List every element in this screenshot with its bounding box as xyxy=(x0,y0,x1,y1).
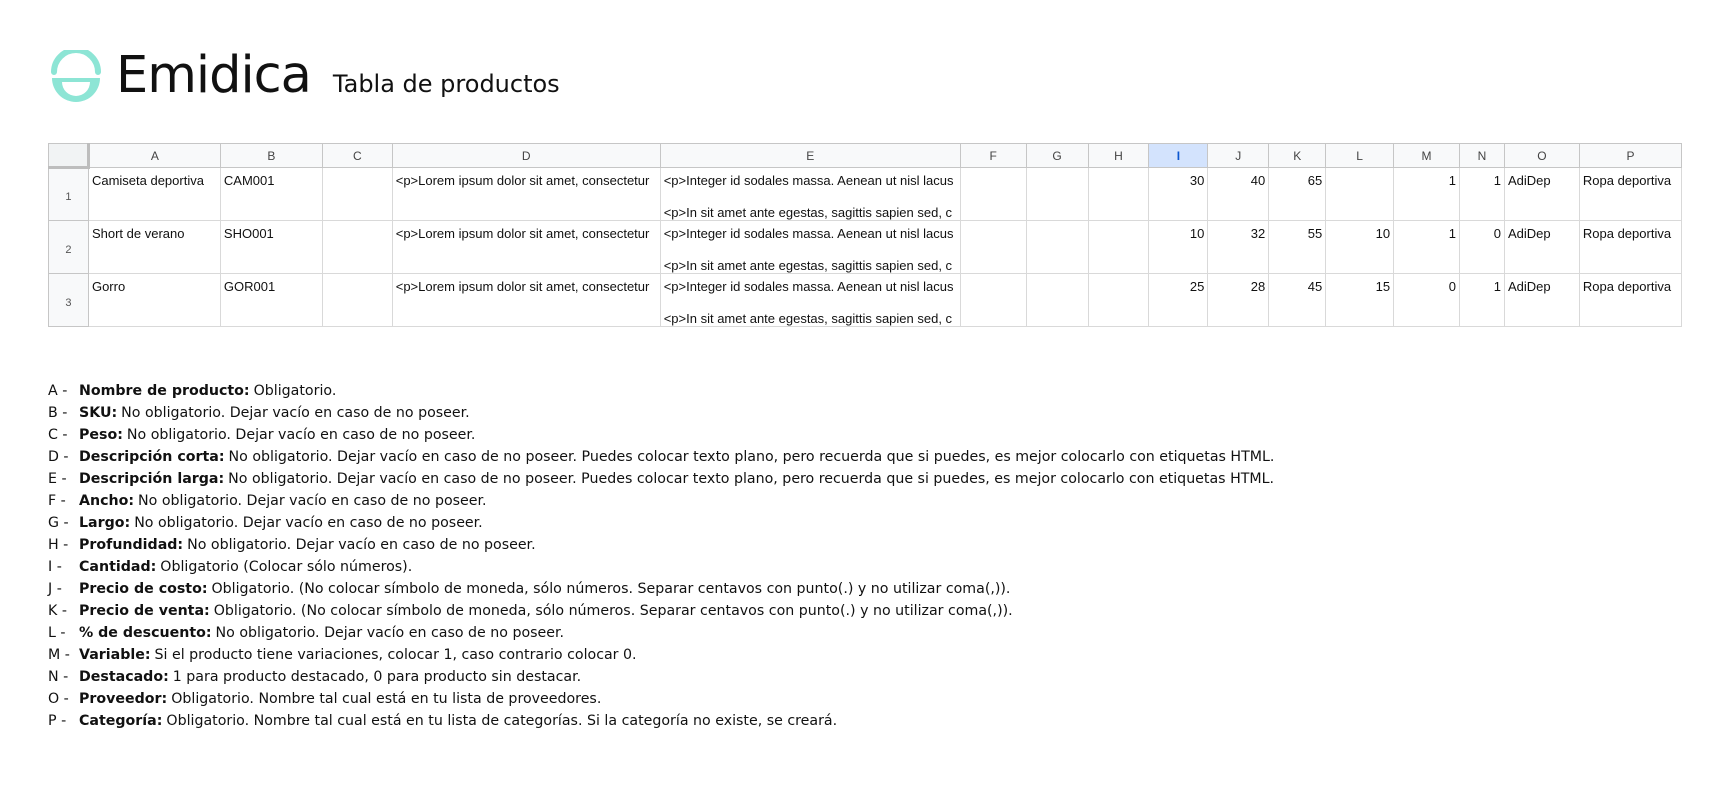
cell-short-description[interactable]: <p>Lorem ipsum dolor sit amet, consectetur xyxy=(392,168,660,221)
legend-letter: K - xyxy=(48,603,67,619)
cell-supplier[interactable]: AdiDep xyxy=(1504,274,1579,327)
cell-width[interactable] xyxy=(960,274,1026,327)
column-header-e[interactable]: E xyxy=(660,144,960,168)
column-header-row xyxy=(49,144,1682,168)
legend-item xyxy=(48,490,1274,512)
cell-product-name[interactable]: Camiseta deportiva xyxy=(88,168,220,221)
column-header-h[interactable]: H xyxy=(1088,144,1149,168)
cell-quantity[interactable]: 30 xyxy=(1149,168,1208,221)
cell-category[interactable]: Ropa deportiva xyxy=(1579,168,1681,221)
legend-description: Si el producto tiene variaciones, colocar 1, caso contrario colocar 0. xyxy=(154,647,637,663)
spreadsheet-grid xyxy=(48,143,1682,329)
column-header-f[interactable]: F xyxy=(960,144,1026,168)
legend-field-name: Ancho: xyxy=(79,493,135,509)
cell-quantity[interactable]: 25 xyxy=(1149,274,1208,327)
cell-quantity[interactable]: 10 xyxy=(1149,221,1208,274)
legend-item xyxy=(48,534,1274,556)
legend-item xyxy=(48,710,1274,732)
cell-product-name[interactable]: Short de verano xyxy=(88,221,220,274)
legend-item xyxy=(48,644,1274,666)
cell-discount[interactable]: 15 xyxy=(1326,274,1394,327)
legend-field-name: Profundidad: xyxy=(79,537,184,553)
cell-cost-price[interactable]: 40 xyxy=(1208,168,1269,221)
legend-description: No obligatorio. Dejar vacío en caso de no poseer. xyxy=(121,405,470,421)
page-header xyxy=(48,46,560,106)
cell-discount[interactable]: 10 xyxy=(1326,221,1394,274)
legend-description: Obligatorio. (No colocar símbolo de moneda, sólo números. Separar centavos con punto(.) y no utilizar coma(,)). xyxy=(211,581,1011,597)
legend-description: No obligatorio. Dejar vacío en caso de no poseer. Puedes colocar texto plano, pero recuerda que si puedes, es mejor colocarlo con etiquetas HTML. xyxy=(228,449,1275,465)
legend-letter: E - xyxy=(48,471,67,487)
legend-description: Obligatorio. Nombre tal cual está en tu lista de categorías. Si la categoría no existe, se creará. xyxy=(166,713,838,729)
legend-field-name: Descripción larga: xyxy=(79,471,225,487)
column-header-d[interactable]: D xyxy=(392,144,660,168)
cell-product-name[interactable]: Gorro xyxy=(88,274,220,327)
cell-long-description[interactable] xyxy=(660,168,960,221)
legend-description: No obligatorio. Dejar vacío en caso de no poseer. xyxy=(134,515,483,531)
legend-letter: G - xyxy=(48,515,69,531)
column-header-o[interactable]: O xyxy=(1504,144,1579,168)
cell-category[interactable]: Ropa deportiva xyxy=(1579,221,1681,274)
cell-length[interactable] xyxy=(1026,274,1088,327)
cell-weight[interactable] xyxy=(322,274,392,327)
legend-item xyxy=(48,578,1274,600)
column-header-k[interactable]: K xyxy=(1269,144,1326,168)
legend-description: No obligatorio. Dejar vacío en caso de no poseer. xyxy=(215,625,565,641)
legend-field-name: Largo: xyxy=(79,515,131,531)
column-legend xyxy=(48,380,1274,732)
column-header-n[interactable]: N xyxy=(1460,144,1505,168)
cell-featured[interactable]: 0 xyxy=(1460,221,1505,274)
legend-letter: H - xyxy=(48,537,69,553)
legend-item xyxy=(48,446,1274,468)
legend-field-name: Categoría: xyxy=(79,713,163,729)
legend-item xyxy=(48,424,1274,446)
emidica-logo-icon xyxy=(48,50,104,106)
row-header[interactable]: 2 xyxy=(49,221,89,274)
legend-item xyxy=(48,688,1274,710)
legend-item xyxy=(48,666,1274,688)
row-header[interactable]: 1 xyxy=(49,168,89,221)
cell-cost-price[interactable]: 28 xyxy=(1208,274,1269,327)
cell-long-description[interactable] xyxy=(660,221,960,274)
row-header[interactable]: 3 xyxy=(49,274,89,327)
legend-item xyxy=(48,556,1274,578)
legend-letter: O - xyxy=(48,691,69,707)
legend-field-name: SKU: xyxy=(79,405,118,421)
legend-letter: A - xyxy=(48,383,68,399)
brand-name: Emidica xyxy=(116,46,311,105)
cell-text-line: <p>Integer id sodales massa. Aenean ut nisl lacus xyxy=(663,279,954,294)
cell-width[interactable] xyxy=(960,221,1026,274)
legend-description: 1 para producto destacado, 0 para producto sin destacar. xyxy=(172,669,582,685)
cell-sku[interactable]: CAM001 xyxy=(220,168,322,221)
legend-description: No obligatorio. Dejar vacío en caso de no poseer. xyxy=(138,493,487,509)
legend-field-name: Proveedor: xyxy=(79,691,168,707)
cell-text-line: <p>In sit amet ante egestas, sagittis sapien sed, c xyxy=(663,205,953,220)
legend-field-name: Precio de venta: xyxy=(79,603,210,619)
column-header-m[interactable]: M xyxy=(1394,144,1460,168)
page-title: Tabla de productos xyxy=(332,70,560,98)
legend-field-name: Cantidad: xyxy=(79,559,157,575)
column-header-p[interactable]: P xyxy=(1579,144,1681,168)
select-all-corner[interactable] xyxy=(49,144,89,168)
legend-letter: M - xyxy=(48,647,70,663)
column-header-b[interactable]: B xyxy=(220,144,322,168)
cell-weight[interactable] xyxy=(322,168,392,221)
cell-sale-price[interactable]: 45 xyxy=(1269,274,1326,327)
column-header-j[interactable]: J xyxy=(1208,144,1269,168)
legend-description: Obligatorio. Nombre tal cual está en tu lista de proveedores. xyxy=(171,691,602,707)
cell-supplier[interactable]: AdiDep xyxy=(1504,168,1579,221)
table-row xyxy=(49,168,1682,221)
cell-cost-price[interactable]: 32 xyxy=(1208,221,1269,274)
cell-depth[interactable] xyxy=(1088,168,1149,221)
legend-item xyxy=(48,622,1274,644)
legend-field-name: % de descuento: xyxy=(79,625,212,641)
column-header-l[interactable]: L xyxy=(1326,144,1394,168)
legend-description: Obligatorio. (No colocar símbolo de moneda, sólo números. Separar centavos con punto(.) y no utilizar coma(,)). xyxy=(213,603,1013,619)
legend-description: No obligatorio. Dejar vacío en caso de no poseer. xyxy=(126,427,476,443)
cell-featured[interactable]: 1 xyxy=(1460,168,1505,221)
cell-sku[interactable]: SHO001 xyxy=(220,221,322,274)
legend-item xyxy=(48,468,1274,490)
cell-category[interactable]: Ropa deportiva xyxy=(1579,274,1681,327)
legend-description: Obligatorio (Colocar sólo números). xyxy=(160,559,413,575)
cell-depth[interactable] xyxy=(1088,274,1149,327)
table-row xyxy=(49,274,1682,327)
legend-letter: B - xyxy=(48,405,68,421)
legend-description: No obligatorio. Dejar vacío en caso de no poseer. xyxy=(187,537,536,553)
legend-field-name: Destacado: xyxy=(79,669,169,685)
cell-discount[interactable] xyxy=(1326,168,1394,221)
legend-field-name: Precio de costo: xyxy=(79,581,208,597)
legend-description: No obligatorio. Dejar vacío en caso de no poseer. Puedes colocar texto plano, pero recuerda que si puedes, es mejor colocarlo con etiquetas HTML. xyxy=(228,471,1275,487)
legend-field-name: Variable: xyxy=(79,647,151,663)
cell-sku[interactable]: GOR001 xyxy=(220,274,322,327)
legend-letter: J - xyxy=(48,581,62,597)
cell-length[interactable] xyxy=(1026,221,1088,274)
column-header-g[interactable]: G xyxy=(1026,144,1088,168)
cell-text-line: <p>In sit amet ante egestas, sagittis sapien sed, c xyxy=(663,258,953,273)
legend-field-name: Peso: xyxy=(79,427,123,443)
cell-width[interactable] xyxy=(960,168,1026,221)
table-row xyxy=(49,221,1682,274)
cell-variable[interactable]: 1 xyxy=(1394,221,1460,274)
legend-letter: I - xyxy=(48,559,62,575)
cell-text-line: <p>Integer id sodales massa. Aenean ut nisl lacus xyxy=(663,226,954,241)
legend-item xyxy=(48,600,1274,622)
legend-field-name: Nombre de producto: xyxy=(79,383,250,399)
legend-letter: D - xyxy=(48,449,69,465)
cell-short-description[interactable]: <p>Lorem ipsum dolor sit amet, consectetur xyxy=(392,274,660,327)
cell-variable[interactable]: 1 xyxy=(1394,168,1460,221)
cell-sale-price[interactable]: 55 xyxy=(1269,221,1326,274)
legend-description: Obligatorio. xyxy=(253,383,337,399)
legend-letter: P - xyxy=(48,713,67,729)
cell-featured[interactable]: 1 xyxy=(1460,274,1505,327)
legend-letter: F - xyxy=(48,493,66,509)
legend-field-name: Descripción corta: xyxy=(79,449,225,465)
legend-letter: C - xyxy=(48,427,68,443)
column-header-c[interactable]: C xyxy=(322,144,392,168)
cell-variable[interactable]: 0 xyxy=(1394,274,1460,327)
cell-text-line: <p>Integer id sodales massa. Aenean ut nisl lacus xyxy=(663,173,954,188)
column-header-i[interactable]: I xyxy=(1149,144,1208,168)
legend-letter: N - xyxy=(48,669,69,685)
cell-sale-price[interactable]: 65 xyxy=(1269,168,1326,221)
legend-item xyxy=(48,380,1274,402)
cell-long-description[interactable] xyxy=(660,274,960,327)
legend-item xyxy=(48,402,1274,424)
column-header-a[interactable]: A xyxy=(88,144,220,168)
legend-letter: L - xyxy=(48,625,66,641)
cell-depth[interactable] xyxy=(1088,221,1149,274)
cell-text-line: <p>In sit amet ante egestas, sagittis sapien sed, c xyxy=(663,311,953,326)
cell-weight[interactable] xyxy=(322,221,392,274)
legend-item xyxy=(48,512,1274,534)
cell-short-description[interactable]: <p>Lorem ipsum dolor sit amet, consectetur xyxy=(392,221,660,274)
cell-length[interactable] xyxy=(1026,168,1088,221)
cell-supplier[interactable]: AdiDep xyxy=(1504,221,1579,274)
